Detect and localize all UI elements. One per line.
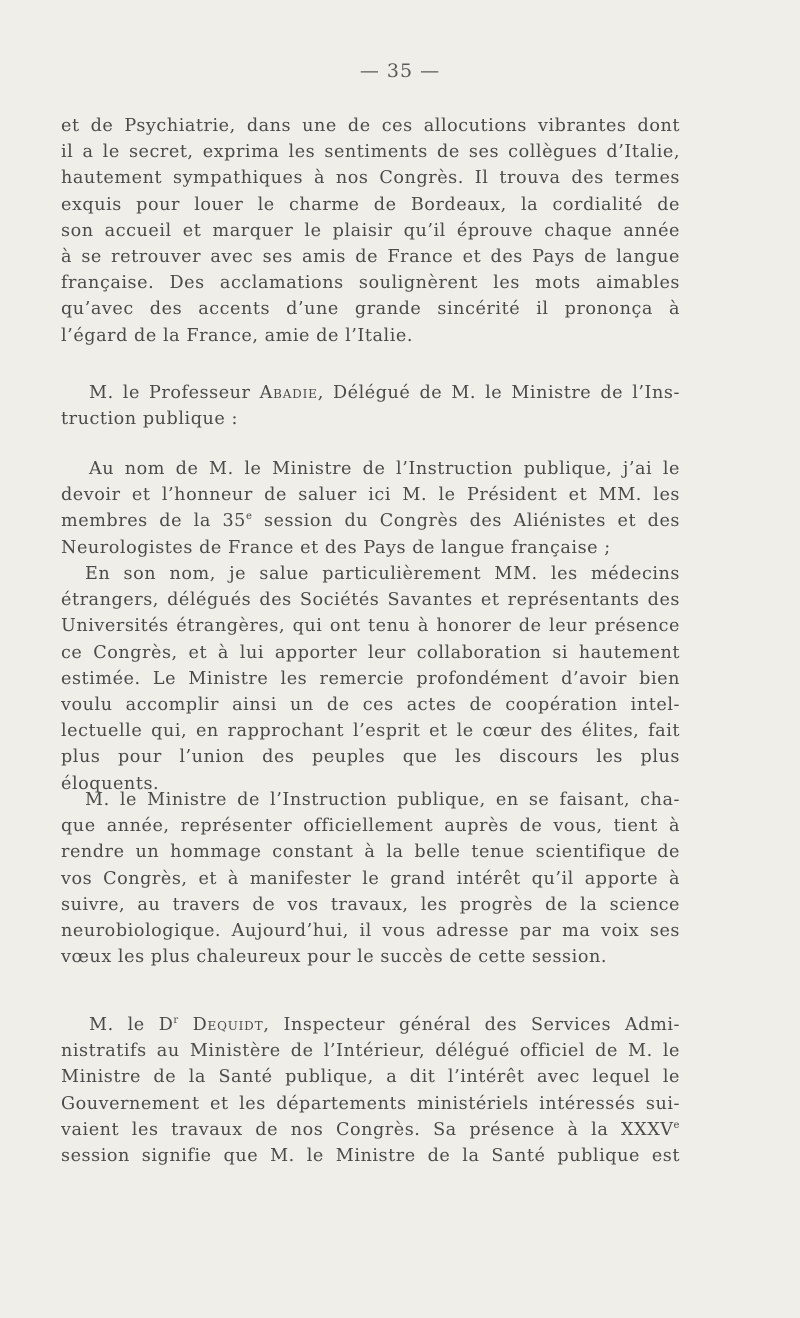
text-line: exquis pour louer le charme de Bordeaux, la cordialité de (61, 194, 680, 215)
text-line: étrangers, délégués des Sociétés Savantes et représentants des (61, 590, 680, 611)
speaker-name: Dequidt (192, 1015, 264, 1035)
text-fragment: membres de la 35 (61, 511, 246, 532)
text-line: Neurologistes de France et des Pays de langue française ; (61, 537, 611, 558)
text-line: qu’avec des accents d’une grande sincérité il prononça à (61, 299, 680, 320)
superscript: r (173, 1015, 179, 1027)
text-line: lectuelle qui, en rapprochant l’esprit et le cœur des élites, fait (61, 721, 680, 742)
text-line: Universités étrangères, qui ont tenu à honorer de leur présence (61, 616, 680, 637)
text-line: M. le Ministre de l’Instruction publique, en se faisant, cha- (85, 790, 680, 810)
text-line: truction publique : (61, 409, 238, 430)
text-line (61, 1012, 680, 1038)
text-line: rendre un hommage constant à la belle tenue scientifique de (61, 842, 680, 863)
text-line: éloquents. (61, 773, 160, 794)
text-line: vos Congrès, et à manifester le grand intérêt qu’il apporte à (61, 868, 680, 889)
text-line: il a le secret, exprima les sentiments de ses collègues d’Italie, (61, 142, 680, 163)
text-line (61, 380, 680, 406)
superscript: e (673, 1119, 680, 1131)
text-line: devoir et l’honneur de saluer ici M. le Président et MM. les (61, 485, 680, 506)
text-line (61, 508, 680, 534)
text-line: l’égard de la France, amie de l’Italie. (61, 325, 414, 346)
text-line: voulu accomplir ainsi un de ces actes de coopération intel- (61, 695, 680, 716)
paragraph-minister-homage (61, 787, 680, 970)
paragraph-abadie-heading (61, 380, 680, 432)
superscript: e (245, 511, 253, 523)
text-line: session signifie que M. le Ministre de la Santé publique est (61, 1146, 680, 1167)
text-line: vœux les plus chaleureux pour le succès de cette session. (61, 947, 607, 968)
text-fragment: , Inspecteur général des Services Admi- (263, 1015, 680, 1035)
text-line: plus pour l’union des peuples que les discours les plus (61, 747, 680, 768)
text-line: En son nom, je salue particulièrement MM. les médecins (85, 564, 680, 584)
text-line: que année, représenter officiellement auprès de vous, tient à (61, 816, 680, 837)
text-fragment: M. le Professeur (89, 383, 260, 403)
text-line: suivre, au travers de vos travaux, les progrès de la science (61, 894, 680, 915)
paragraph-foreign-delegates (61, 561, 680, 797)
paragraph-address-opening (61, 456, 680, 561)
text-line: Au nom de M. le Ministre de l’Instruction publique, j’ai le (89, 459, 680, 479)
text-line: nistratifs au Ministère de l’Intérieur, délégué officiel de M. le (61, 1041, 680, 1062)
text-line: son accueil et marquer le plaisir qu’il éprouve chaque année (61, 220, 680, 241)
text-line: française. Des acclamations soulignèrent les mots aimables (61, 273, 680, 294)
text-line: hautement sympathiques à nos Congrès. Il trouva des termes (61, 168, 680, 189)
text-fragment: session du Congrès des Aliénistes et des (252, 511, 680, 532)
page-number: — 35 — (359, 60, 441, 82)
text-line: estimée. Le Ministre les remercie profondément d’avoir bien (61, 668, 680, 689)
text-line: et de Psychiatrie, dans une de ces allocutions vibrantes dont (61, 116, 680, 136)
text-line: à se retrouver avec ses amis de France et des Pays de langue (61, 247, 680, 268)
paragraph-dequidt (61, 1012, 680, 1169)
text-line: Gouvernement et les départements ministériels intéressés sui- (61, 1093, 680, 1114)
paragraph-italian-delegate (61, 113, 680, 349)
text-line: ce Congrès, et à lui apporter leur collaboration si hautement (61, 642, 680, 663)
text-line: Ministre de la Santé publique, a dit l’intérêt avec lequel le (61, 1067, 680, 1088)
text-line: neurobiologique. Aujourd’hui, il vous adresse par ma voix ses (61, 921, 680, 942)
speaker-name: Abadie (259, 383, 318, 403)
text-fragment: M. le D (89, 1015, 174, 1035)
text-fragment: vaient les travaux de nos Congrès. Sa présence à la XXXV (61, 1119, 674, 1140)
text-line (61, 1117, 680, 1143)
text-fragment: , Délégué de M. le Ministre de l’Ins- (317, 383, 680, 403)
